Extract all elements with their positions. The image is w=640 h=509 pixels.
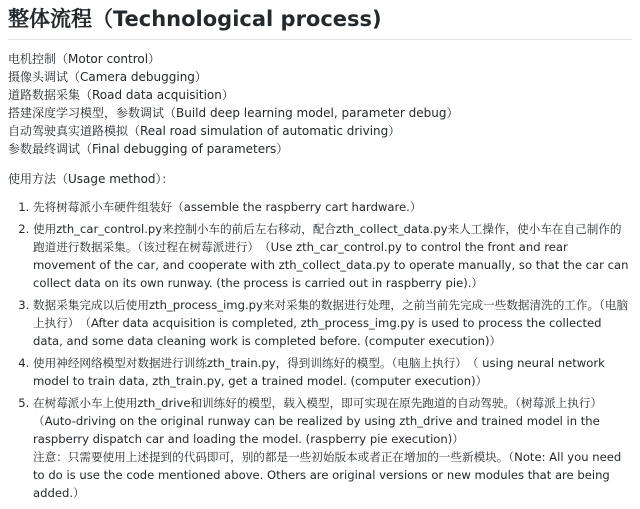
- usage-heading: 使用方法（Usage method）：: [8, 172, 174, 186]
- method-item-text: 使用zth_car_control.py来控制小车的前后左右移动，配合zth_collect_data.py来人工操作，使小车在自己制作的跑道进行数据采集。（该过程在树莓派进行） （Use zth_car_control.py to control the front and rear movement of the car, and cooperate with zth_collect_data.py to operate manually, so that the car can collect data on its own runway. (the process is carried out in raspberry pie).）: [33, 222, 629, 290]
- process-step: 参数最终调试（Final debugging of parameters）: [8, 142, 289, 156]
- method-item-text: 在树莓派小车上使用zth_drive和训练好的模型，载入模型，即可实现在原先跑道的自动驾驶。（树莓派上执行） （Auto-driving on the original runway can be realized by using zth_drive and trained model in the raspberry dispatch car and loading the model. (raspberry pie execution)）: [33, 396, 608, 446]
- method-item-text: 先将树莓派小车硬件组装好（assemble the raspberry cart hardware.）: [33, 200, 422, 214]
- method-item: [33, 198, 632, 216]
- title-divider: [8, 39, 632, 40]
- method-item-text: 使用神经网络模型对数据进行训练zth_train.py，得到训练好的模型。（电脑上执行） （ using neural network model to train data, zth_train.py, get a trained model. (computer execution)）: [33, 356, 605, 388]
- process-step: 搭建深度学习模型，参数调试（Build deep learning model, parameter debug）: [8, 106, 459, 120]
- process-step: 自动驾驶真实道路模拟（Real road simulation of automatic driving）: [8, 124, 401, 138]
- method-item: [33, 220, 632, 292]
- method-item: [33, 354, 632, 390]
- process-step: 道路数据采集（Road data acquisition）: [8, 88, 234, 102]
- method-item-text: 数据采集完成以后使用zth_process_img.py来对采集的数据进行处理，之前当前先完成一些数据清洗的工作。（电脑上执行） （After data acquisition is completed, zth_process_img.py is used to process the collected data, and some data cleaning work is completed before. (computer execution)）: [33, 298, 629, 348]
- process-steps-list: [8, 50, 632, 158]
- usage-method-list: [8, 198, 632, 502]
- method-item: [33, 394, 632, 502]
- process-step: 电机控制（Motor control）: [8, 52, 161, 66]
- note-text: 注意：只需要使用上述提到的代码即可，别的都是一些初始版本或者正在增加的一些新模块。（Note: All you need to do is use the code mentioned above. Others are original versions or new modules that are being added.）: [33, 450, 622, 500]
- process-step: 摄像头调试（Camera debugging）: [8, 70, 207, 84]
- page-title: 整体流程（Technological process): [8, 7, 382, 31]
- method-item: [33, 296, 632, 350]
